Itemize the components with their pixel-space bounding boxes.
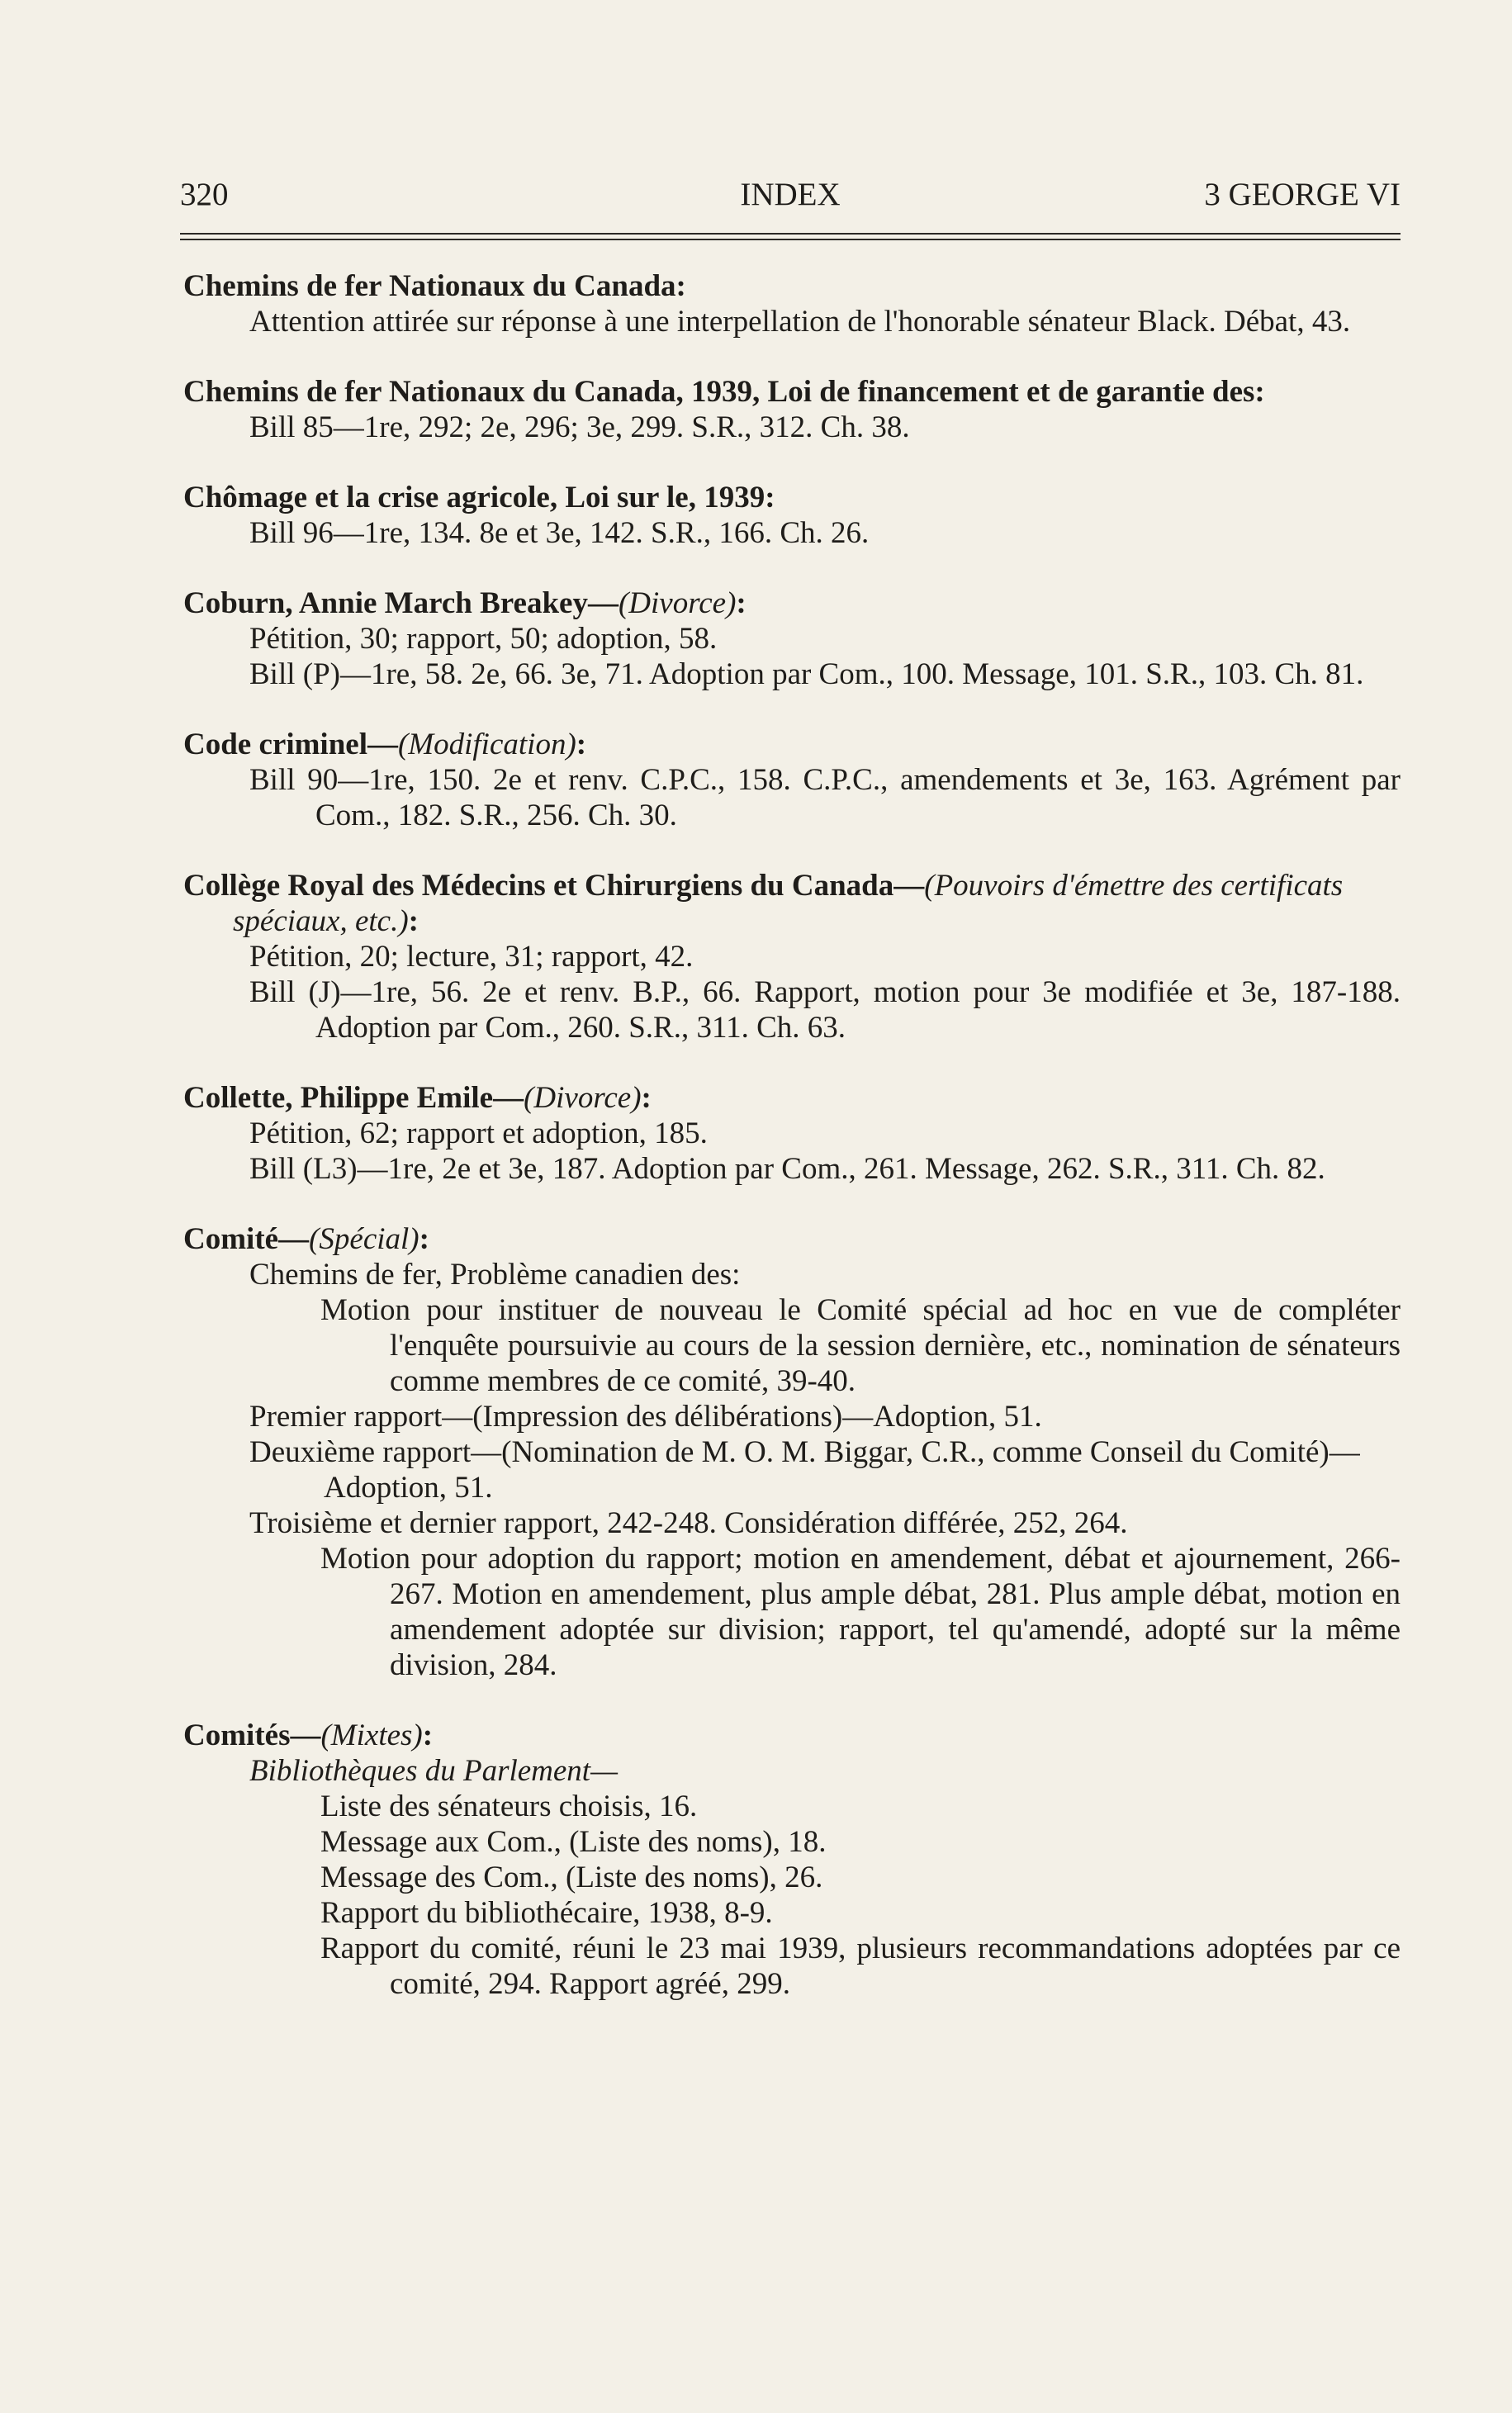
index-entry: [183, 585, 1401, 692]
entry-heading-qualifier: (Modification): [397, 728, 576, 761]
entry-line: Bill (J)—1re, 56. 2e et renv. B.P., 66. Rapport, motion pour 3e modifiée et 3e, 187-188. Adoption par Com., 260. S.R., 311. Ch. 63.: [249, 975, 1401, 1045]
header-double-rule: [180, 233, 1401, 240]
index-entry: [183, 868, 1401, 1045]
entry-line: Deuxième rapport—(Nomination de M. O. M. Biggar, C.R., comme Conseil du Comité)—Adoption, 51.: [249, 1435, 1360, 1505]
index-entry-comite: [183, 1221, 1401, 1683]
entry-subheading: Bibliothèques du Parlement—: [249, 1754, 618, 1788]
entry-heading: Comité—(Spécial):: [183, 1222, 429, 1256]
entry-line: Bill (L3)—1re, 2e et 3e, 187. Adoption par Com., 261. Message, 262. S.R., 311. Ch. 82.: [249, 1152, 1325, 1186]
running-reign: 3 GEORGE VI: [1204, 177, 1401, 212]
entry-line: Message des Com., (Liste des noms), 26.: [320, 1861, 823, 1894]
entry-line: Message aux Com., (Liste des noms), 18.: [320, 1825, 827, 1859]
entry-heading: Code criminel—(Modification):: [183, 728, 587, 761]
entry-line: Motion pour instituer de nouveau le Comité spécial ad hoc en vue de compléter l'enquête poursuivie au cours de la session dernière, etc., nomination de sénateurs comme membres de ce comité, 39-40.: [320, 1293, 1401, 1398]
entry-line: Pétition, 62; rapport et adoption, 185.: [249, 1116, 708, 1150]
entry-line: Premier rapport—(Impression des délibérations)—Adoption, 51.: [249, 1400, 1042, 1434]
entry-heading: Chemins de fer Nationaux du Canada:: [183, 269, 686, 303]
index-entry-comites: [183, 1718, 1401, 2002]
entry-line: Bill 96—1re, 134. 8e et 3e, 142. S.R., 166. Ch. 26.: [249, 516, 870, 550]
entry-heading-qualifier: (Mixtes): [320, 1718, 423, 1752]
index-body: [183, 268, 1401, 2036]
entry-line: Bill 90—1re, 150. 2e et renv. C.P.C., 158. C.P.C., amendements et 3e, 163. Agrément par Com., 182. S.R., 256. Ch. 30.: [249, 763, 1401, 832]
entry-line: Rapport du comité, réuni le 23 mai 1939, plusieurs recommandations adoptées par ce comité, 294. Rapport agréé, 299.: [320, 1932, 1401, 2001]
entry-line: Liste des sénateurs choisis, 16.: [320, 1790, 698, 1823]
entry-line: Motion pour adoption du rapport; motion en amendement, débat et ajournement, 266-267. Motion en amendement, plus ample débat, 281. Plus ample débat, motion en amendement adoptée sur division; rapport, tel qu'amendé, adopté sur la même division, 284.: [320, 1542, 1401, 1682]
entry-heading-qualifier: (Spécial): [309, 1222, 419, 1256]
entry-heading: Chômage et la crise agricole, Loi sur le, 1939:: [183, 481, 775, 514]
index-entry: [183, 1080, 1401, 1187]
entry-line: Attention attirée sur réponse à une interpellation de l'honorable sénateur Black. Débat, 43.: [249, 305, 1351, 339]
entry-heading: Comités—(Mixtes):: [183, 1718, 434, 1752]
index-entry: [183, 480, 1401, 551]
entry-line: Bill (P)—1re, 58. 2e, 66. 3e, 71. Adoption par Com., 100. Message, 101. S.R., 103. Ch. 81.: [249, 657, 1364, 691]
entry-line: Bill 85—1re, 292; 2e, 296; 3e, 299. S.R., 312. Ch. 38.: [249, 410, 910, 444]
entry-line: Troisième et dernier rapport, 242-248. Considération différée, 252, 264.: [249, 1506, 1128, 1540]
entry-heading: Coburn, Annie March Breakey—(Divorce):: [183, 586, 747, 620]
entry-heading: Chemins de fer Nationaux du Canada, 1939, Loi de financement et de garantie des:: [183, 375, 1265, 409]
entry-heading: Collette, Philippe Emile—(Divorce):: [183, 1081, 652, 1115]
index-entry: [183, 374, 1401, 445]
entry-line: Pétition, 20; lecture, 31; rapport, 42.: [249, 940, 694, 974]
entry-heading: Collège Royal des Médecins et Chirurgiens du Canada—(Pouvoirs d'émettre des certificats spéciaux, etc.):: [183, 869, 1344, 938]
entry-subheading: Chemins de fer, Problème canadien des:: [249, 1258, 741, 1292]
entry-heading-qualifier: (Pouvoirs d'émettre des certificats spéciaux, etc.): [233, 869, 1344, 938]
running-title: INDEX: [740, 177, 841, 212]
index-entry: [183, 268, 1401, 339]
entry-line: Pétition, 30; rapport, 50; adoption, 58.: [249, 622, 718, 656]
entry-heading-qualifier: (Divorce): [524, 1081, 642, 1115]
page-number: 320: [180, 177, 229, 212]
entry-heading-qualifier: (Divorce): [618, 586, 737, 620]
index-entry: [183, 727, 1401, 833]
entry-line: Rapport du bibliothécaire, 1938, 8-9.: [320, 1896, 773, 1930]
